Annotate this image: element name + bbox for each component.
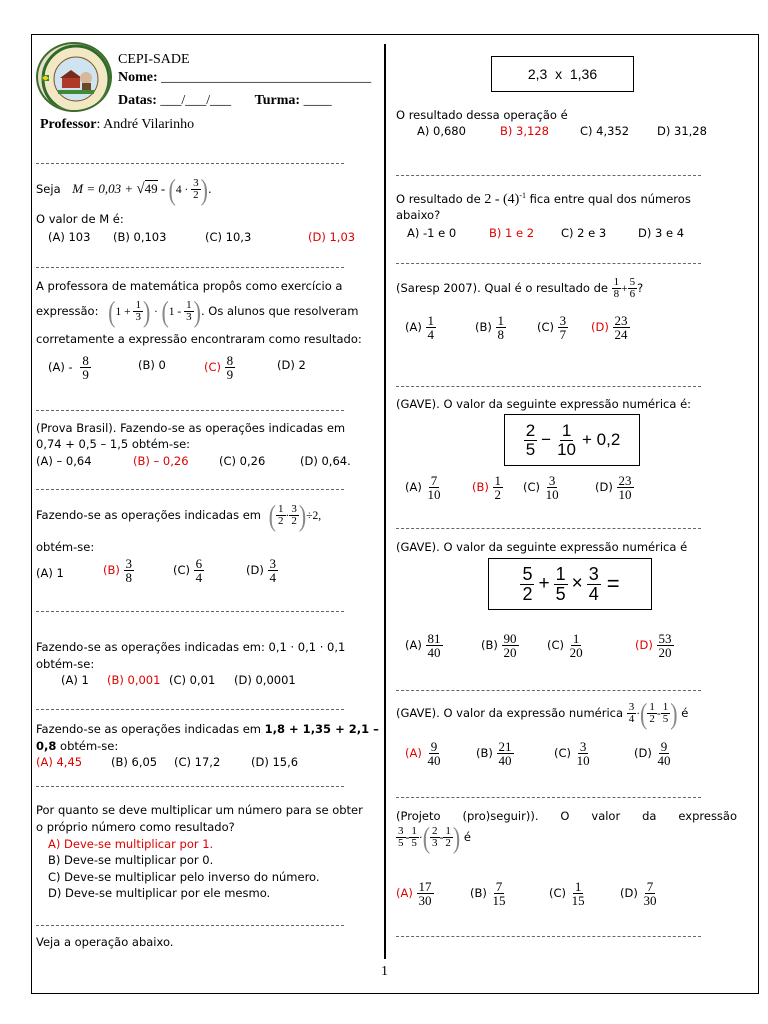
fraction: $\frac{1}{8}$	[613, 276, 620, 300]
q3-option-c[interactable]: (C) 0,26	[219, 454, 266, 468]
r2-option-a[interactable]: A) -1 e 0	[407, 226, 457, 240]
r1-option-d[interactable]: D) 31,28	[657, 124, 707, 138]
paren-open-icon: (	[168, 171, 176, 206]
separator	[36, 925, 344, 926]
r3-option-c[interactable]: (C) $\frac{3}{7}$	[537, 313, 567, 342]
fraction: $\frac{1}{2}$	[278, 503, 284, 527]
q1-radicand: 49	[144, 181, 158, 196]
q5-option-a[interactable]: (A) 1	[61, 673, 89, 687]
q5-line2: obtém-se:	[36, 657, 95, 671]
q7-line2: o próprio número como resultado?	[36, 820, 235, 834]
paren-open-icon: (	[268, 497, 276, 532]
class-line[interactable]: ____	[303, 93, 332, 108]
r3-line: (Saresp 2007). Qual é o resultado de $\frac{1}{8}$ + $\frac{5}{6}$ ?	[396, 276, 644, 300]
fraction: $\frac{1}{5}$	[662, 701, 669, 725]
paren-close-icon: )	[452, 819, 461, 854]
fraction: $\frac{1}{2}$	[649, 701, 655, 725]
r1-option-c[interactable]: C) 4,352	[580, 124, 630, 138]
q2-option-a[interactable]: (A) - $\frac{8}{9}$	[48, 353, 89, 382]
q4-option-a[interactable]: (A) 1	[36, 566, 64, 580]
fraction: $\frac{8}{9}$	[82, 353, 89, 382]
separator	[36, 410, 344, 411]
name-line: ______________________________	[161, 70, 372, 85]
q2-option-c[interactable]: (C) $\frac{8}{9}$	[204, 353, 234, 382]
page-number: 1	[381, 964, 388, 979]
paren-open-icon: (	[108, 293, 116, 328]
q1-lead: Seja	[36, 182, 61, 196]
r5-expression-box: 5 2 + $\frac{1}{5}$ × $\frac{3}{4}$ =	[488, 558, 652, 610]
q3-line1: (Prova Brasil). Fazendo-se as operações indicadas em	[36, 421, 346, 435]
q6-option-d[interactable]: (D) 15,6	[251, 755, 299, 769]
dates-label: Datas:	[118, 93, 157, 108]
fraction: $\frac{1}{4}$	[427, 313, 434, 342]
fraction: $\frac{3}{7}$	[559, 313, 567, 342]
r5-option-d[interactable]: (D) $\frac{53}{20}$	[635, 631, 672, 660]
professor-row	[40, 117, 194, 133]
professor-label: Professor	[40, 117, 97, 132]
r5-option-c[interactable]: (C) $\frac{1}{20}$	[547, 631, 583, 660]
q1-expr-b: -	[157, 181, 169, 196]
q1-option-b[interactable]: (B) 0,103	[113, 230, 167, 244]
q6-option-a[interactable]: (A) 4,45	[36, 755, 83, 769]
fraction: 5 2	[522, 563, 533, 604]
q2-one-a: 1 +	[115, 306, 134, 318]
fraction: $\frac{7}{30}$	[643, 879, 657, 908]
q6-option-c[interactable]: (C) 17,2	[174, 755, 221, 769]
fraction: $\frac{1}{15}$	[571, 879, 585, 908]
q1-question: O valor de M é:	[36, 212, 124, 226]
separator	[396, 528, 701, 529]
q1-expr-a: M = 0,03 +	[72, 181, 137, 196]
q2-line3: corretamente a expressão encontraram como resultado:	[36, 332, 362, 346]
q3-option-b[interactable]: (B) – 0,26	[133, 454, 189, 468]
fraction: $\frac{3}{10}$	[545, 473, 559, 502]
dates-row	[118, 93, 332, 109]
fraction: $\frac{1}{3}$	[135, 299, 141, 323]
fraction: $\frac{1}{5}$	[555, 563, 566, 604]
r4-option-d[interactable]: (D) $\frac{23}{10}$	[595, 473, 632, 502]
r7-option-c[interactable]: (C) $\frac{1}{15}$	[549, 879, 585, 908]
r6-option-a[interactable]: (A) $\frac{9}{40}$	[405, 739, 441, 768]
r4-option-b[interactable]: (B) $\frac{1}{2}$	[472, 473, 502, 502]
separator	[36, 709, 344, 710]
q1-option-c[interactable]: (C) 10,3	[205, 230, 252, 244]
q3-line2: 0,74 + 0,5 – 1,5 obtém-se:	[36, 437, 191, 451]
q5-line1: Fazendo-se as operações indicadas em: 0,1 · 0,1 · 0,1	[36, 640, 346, 654]
q3-option-d[interactable]: (D) 0,64.	[300, 454, 351, 468]
q5-option-d[interactable]: (D) 0,0001	[234, 673, 296, 687]
q1-end: .	[207, 182, 212, 196]
r3-option-d[interactable]: (D) $\frac{23}{24}$	[591, 313, 628, 342]
paren-open-icon: (	[161, 293, 169, 328]
fraction: $\frac{3}{8}$	[125, 556, 133, 585]
separator	[396, 386, 701, 387]
r6-line: (GAVE). O valor da expressão numérica $\frac{3}{4}$ ·( $\frac{1}{2}$ - $\frac{1}{5}$ ) é	[396, 695, 689, 730]
fraction: $\frac{23}{10}$	[618, 473, 632, 502]
fraction: $\frac{21}{40}$	[498, 739, 512, 768]
r7-option-a[interactable]: (A) $\frac{17}{30}$	[396, 879, 432, 908]
fraction: 2 5	[525, 420, 536, 459]
q7-option-b[interactable]: B) Deve-se multiplicar por 0.	[48, 853, 214, 867]
q6-option-b[interactable]: (B) 6,05	[111, 755, 158, 769]
separator	[36, 611, 344, 612]
fraction: $\frac{3}{10}$	[576, 739, 590, 768]
fraction: $\frac{1}{5}$	[411, 825, 417, 849]
q5-option-c[interactable]: (C) 0,01	[169, 673, 216, 687]
separator	[396, 797, 701, 798]
paren-close-icon: )	[670, 695, 678, 730]
fraction: $\frac{3}{4}$	[588, 563, 599, 604]
fraction: $\frac{7}{10}$	[427, 473, 441, 502]
fraction: $\frac{9}{40}$	[427, 739, 441, 768]
r3-option-a[interactable]: (A) $\frac{1}{4}$	[405, 313, 434, 342]
q2-expression: expressão: (1 + $\frac{1}{3}$ ) · (1 - $\frac{1}{3}$ ). Os alunos que resolveram	[36, 293, 359, 328]
q4-option-b[interactable]: (B) $\frac{3}{8}$	[103, 556, 133, 585]
paren-close-icon: )	[200, 171, 208, 206]
r7-line1: (Projeto (pro)seguir)). O valor da expressão	[396, 809, 738, 823]
fraction: $\frac{1}{2}$	[494, 473, 502, 502]
fraction: $\frac{6}{4}$	[195, 556, 203, 585]
q4-option-d[interactable]: (D) $\frac{3}{4}$	[246, 556, 276, 585]
fraction: $\frac{90}{20}$	[503, 631, 517, 660]
separator	[36, 267, 344, 268]
separator	[396, 263, 701, 264]
dates-line[interactable]: ___/___/___	[160, 93, 232, 108]
r4-option-a[interactable]: (A) $\frac{7}{10}$	[405, 473, 441, 502]
fraction: $\frac{23}{24}$	[614, 313, 628, 342]
q7-option-c[interactable]: C) Deve-se multiplicar pelo inverso do número.	[48, 870, 320, 884]
r1-box-text: 2,3 x 1,36	[527, 66, 598, 82]
q6-line1: Fazendo-se as operações indicadas em 1,8 + 1,35 + 2,1 –	[36, 722, 379, 736]
r4-option-c[interactable]: (C) $\frac{3}{10}$	[523, 473, 559, 502]
separator	[396, 936, 701, 937]
school-logo	[36, 42, 112, 112]
fraction: $\frac{8}{9}$	[226, 353, 234, 382]
q8-text: Veja a operação abaixo.	[36, 935, 174, 949]
q2-line1: A professora de matemática propôs como exercício a	[36, 279, 343, 293]
fraction: $\frac{1}{20}$	[569, 631, 583, 660]
class-label: Turma:	[254, 93, 301, 108]
fraction: $\frac{53}{20}$	[658, 631, 672, 660]
q4-line1: Fazendo-se as operações indicadas em	[36, 508, 262, 522]
r6-option-d[interactable]: (D) $\frac{9}{40}$	[634, 739, 671, 768]
r1-option-b[interactable]: B) 3,128	[500, 124, 549, 138]
fraction: $\frac{3}{2}$	[193, 177, 199, 201]
fraction: $\frac{3}{2}$	[291, 503, 297, 527]
fraction: $\frac{1}{10}$	[557, 420, 577, 459]
r1-operation-box	[491, 56, 634, 92]
paren-close-icon: )	[193, 293, 201, 328]
fraction: $\frac{1}{2}$	[445, 825, 451, 849]
fraction: $\frac{1}{3}$	[186, 299, 192, 323]
paren-close-icon: )	[298, 497, 307, 532]
q1-inner: 4 ·	[175, 184, 192, 196]
r2-option-b[interactable]: B) 1 e 2	[489, 226, 535, 240]
q1-option-a[interactable]: (A) 103	[48, 230, 91, 244]
fraction: $\frac{81}{40}$	[427, 631, 441, 660]
r2-line2: abaixo?	[396, 208, 441, 222]
r5-line: (GAVE). O valor da seguinte expressão numérica é	[396, 540, 688, 554]
r5-option-b[interactable]: (B) $\frac{90}{20}$	[481, 631, 517, 660]
sqrt-icon: √	[136, 181, 145, 197]
paren-open-icon: (	[640, 695, 648, 730]
q6-line2: 0,8 obtém-se:	[36, 739, 119, 753]
q7-option-a[interactable]: A) Deve-se multiplicar por 1.	[48, 837, 214, 851]
column-divider	[384, 44, 386, 959]
paren-open-icon: (	[422, 819, 431, 854]
professor-name: : André Vilarinho	[96, 117, 195, 132]
separator	[36, 489, 344, 490]
separator	[396, 690, 701, 691]
q4-expression: Fazendo-se as operações indicadas em ( $\frac{1}{2}$ · $\frac{3}{2}$ )÷2,	[36, 497, 322, 532]
fraction: $\frac{5}{6}$	[629, 276, 636, 300]
q7-line1: Por quanto se deve multiplicar um número para se obter	[36, 803, 363, 817]
r2-option-d[interactable]: D) 3 e 4	[638, 226, 685, 240]
q4-div: ÷2,	[306, 510, 322, 522]
fraction: $\frac{3}{4}$	[269, 556, 276, 585]
name-label: Nome:	[118, 70, 158, 85]
q3-option-a[interactable]: (A) – 0,64	[36, 454, 92, 468]
q4-option-c[interactable]: (C) $\frac{6}{4}$	[173, 556, 203, 585]
q1-option-d[interactable]: (D) 1,03	[308, 230, 356, 244]
fraction: $\frac{9}{40}$	[657, 739, 671, 768]
q5-option-b[interactable]: (B) 0,001	[107, 673, 161, 687]
separator	[396, 175, 701, 176]
school-name: CEPI-SADE	[118, 52, 190, 67]
r4-line: (GAVE). O valor da seguinte expressão numérica é:	[396, 397, 692, 411]
q1-expression	[36, 171, 212, 206]
fraction: $\frac{7}{15}$	[492, 879, 506, 908]
r4-expression-box: 2 5 − $\frac{1}{10}$ + 0,2	[504, 414, 640, 466]
q2-option-b[interactable]: (B) 0	[138, 358, 166, 372]
q2-rest: . Os alunos que resolveram	[200, 304, 359, 318]
name-field[interactable]	[118, 70, 371, 86]
fraction: $\frac{2}{3}$	[432, 825, 438, 849]
q2-option-d[interactable]: (D) 2	[277, 358, 306, 372]
r7-option-b[interactable]: (B) $\frac{7}{15}$	[470, 879, 506, 908]
q2-label: expressão:	[36, 304, 99, 318]
fraction: $\frac{3}{4}$	[628, 701, 635, 725]
q2-one-b: 1 -	[168, 306, 185, 318]
r1-question: O resultado dessa operação é	[396, 108, 568, 122]
r5-option-a[interactable]: (A) $\frac{81}{40}$	[405, 631, 441, 660]
r2-line1: O resultado de $2 - (4)^{-1}$ fica entre qual dos números	[396, 191, 691, 207]
r1-option-a[interactable]: A) 0,680	[417, 124, 466, 138]
r3-option-b[interactable]: (B) $\frac{1}{8}$	[475, 313, 505, 342]
fraction: $\frac{17}{30}$	[418, 879, 432, 908]
r7-expression: $\frac{3}{5}$ - $\frac{1}{5}$ ·( $\frac{2}{3}$ - $\frac{1}{2}$ ) é	[398, 819, 471, 854]
separator	[36, 163, 344, 164]
r6-option-c[interactable]: (C) $\frac{3}{10}$	[554, 739, 590, 768]
separator	[36, 786, 344, 787]
r2-option-c[interactable]: C) 2 e 3	[561, 226, 607, 240]
fraction: $\frac{1}{8}$	[497, 313, 505, 342]
fraction: $\frac{3}{5}$	[398, 825, 404, 849]
paren-close-icon: )	[142, 293, 151, 328]
r6-option-b[interactable]: (B) $\frac{21}{40}$	[476, 739, 512, 768]
q4-line2: obtém-se:	[36, 540, 95, 554]
r7-option-d[interactable]: (D) $\frac{7}{30}$	[620, 879, 657, 908]
q7-option-d[interactable]: D) Deve-se multiplicar por ele mesmo.	[48, 886, 271, 900]
